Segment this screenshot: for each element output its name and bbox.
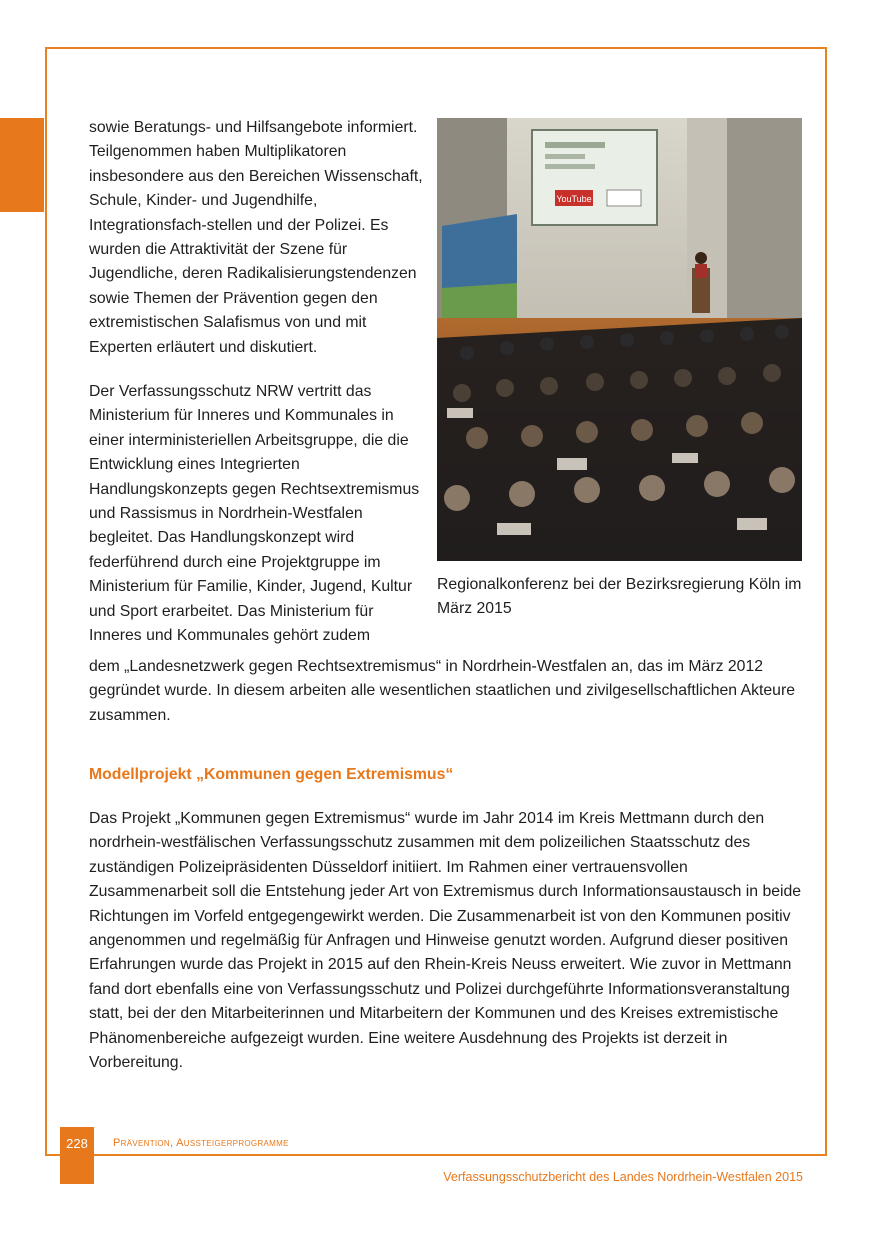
paragraph-model-project: Das Projekt „Kommunen gegen Extremismus“ wurde im Jahr 2014 im Kreis Mettmann durch den nordrhein-westfälischen Verfassungsschutz zusammen mit dem polizeilichen Staatsschutz des zuständigen Polizeipräsidenten Düsseldorf initiiert. Im Rahmen einer vertrauensvollen Zusammenarbeit soll die Entstehung jeder Art von Extremismus durch Informationsaustausch in beide Richtungen im Vorfeld entgegengewirkt werden. Die Zusammenarbeit ist von den Kommunen positiv angenommen und regelmäßig für Anfragen und Hinweise genutzt worden. Aufgrund dieser positiven Erfahrungen wurde das Projekt in 2015 auf den Rhein-Kreis Neuss erweitert. Wie zuvor in Mettmann fand dort ebenfalls eine von Verfassungsschutz und Polizei durchgeführte Informationsveranstaltung statt, bei der den Mitarbeiterinnen und Mitarbeitern der Kommunen und des Kreises extremistische Phänomenbereiche aufgezeigt wurden. Eine weitere Ausdehnung des Projekts ist derzeit in Vorbereitung. — [89, 810, 802, 1072]
photo-caption: Regionalkonferenz bei der Bezirksregierung Köln im März 2015 — [437, 576, 802, 618]
chapter-tab-marker — [0, 118, 44, 212]
section-heading: Modellprojekt „Kommunen gegen Extremismus“ — [89, 766, 454, 783]
paragraph-intro: sowie Beratungs- und Hilfsangebote informiert. Teilgenommen haben Multiplikatoren insbesondere aus den Bereichen Wissenschaft, Schule, Kinder- und Jugendhilfe, Integrationsfach-stellen und der Polizei. Es wurden die Attraktivität der Szene für Jugendliche, deren Radikalisierungstendenzen sowie Themen der Prävention gegen den extremistischen Salafismus von und mit Experten erläutert und diskutiert. — [89, 119, 423, 356]
publication-title: Verfassungsschutzbericht des Landes Nordrhein-Westfalen 2015 — [443, 1170, 803, 1184]
paragraph-working-group: Der Verfassungsschutz NRW vertritt das Ministerium für Inneres und Kommunales in einer interministeriellen Arbeitsgruppe, die die Entwicklung eines Integrierten Handlungskonzepts gegen Rechtsextremismus und Rassismus in Nordrhein-Westfalen begleitet. Das Handlungskonzept wird federführend durch eine Projektgruppe im Ministerium für Familie, Kinder, Jugend, Kultur und Sport erarbeitet. Das Ministerium für Inneres und Kommunales gehört zudem — [89, 383, 420, 645]
running-section-title: Prävention, Aussteigerprogramme — [113, 1137, 289, 1149]
footer-rule — [60, 1154, 827, 1156]
page-number: 228 — [66, 1136, 88, 1151]
projected-logo-text: YouTube — [556, 194, 592, 204]
conference-photo — [437, 118, 802, 561]
paragraph-network: dem „Landesnetzwerk gegen Rechtsextremismus“ in Nordrhein-Westfalen an, das im März 2012 gegründet wurde. In diesem arbeiten alle wesentlichen staatlichen und zivilgesellschaftlichen Akteure zusammen. — [89, 658, 796, 724]
